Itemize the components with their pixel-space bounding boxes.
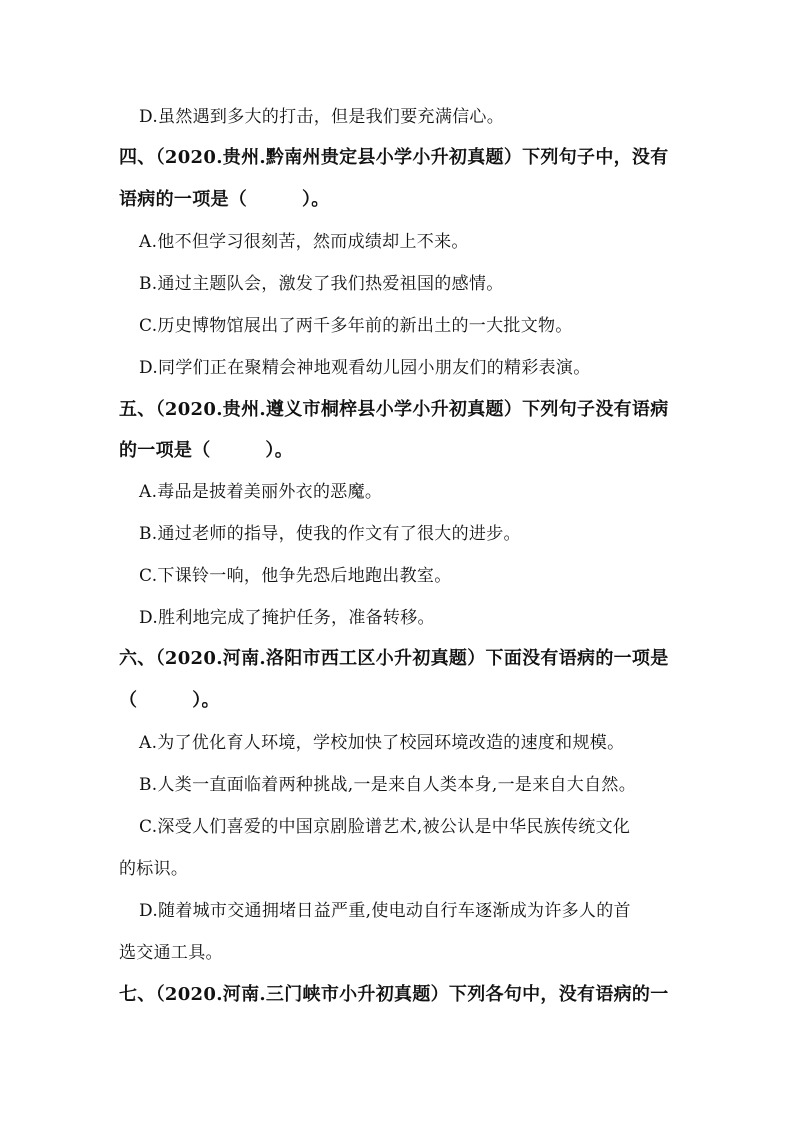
q6-option-a: A.为了优化育人环境，学校加快了校园环境改造的速度和规模。 xyxy=(139,733,625,753)
q6-option-d-line1: D.随着城市交通拥堵日益严重,使电动自行车逐渐成为许多人的首 xyxy=(139,901,631,921)
q4-option-a: A.他不但学习很刻苦，然而成绩却上不来。 xyxy=(139,232,469,252)
q6-option-c-line1: C.深受人们喜爱的中国京剧脸谱艺术,被公认是中华民族传统文化 xyxy=(139,817,631,837)
q4-option-d: D.同学们正在聚精会神地观看幼儿园小朋友们的精彩表演。 xyxy=(139,358,591,378)
q4-stem-line1: 四、（2020.贵州.黔南州贵定县小学小升初真题）下列句子中，没有 xyxy=(119,147,669,168)
q5-stem-line1: 五、（2020.贵州.遵义市桐梓县小学小升初真题）下列句子没有语病 xyxy=(119,399,669,420)
q5-stem-line2: 的一项是（ ）。 xyxy=(119,440,293,461)
q4-option-b: B.通过主题队会，激发了我们热爱祖国的感情。 xyxy=(139,274,504,294)
q7-stem-line1: 七、（2020.河南.三门峡市小升初真题）下列各句中，没有语病的一 xyxy=(119,984,669,1005)
q6-option-c-line2: 的标识。 xyxy=(119,859,189,879)
q3-option-d: D.虽然遇到多大的打击，但是我们要充满信心。 xyxy=(139,107,505,127)
q5-option-d: D.胜利地完成了掩护任务，准备转移。 xyxy=(139,608,435,628)
q5-option-a: A.毒品是披着美丽外衣的恶魔。 xyxy=(139,482,383,502)
q6-option-d-line2: 选交通工具。 xyxy=(119,943,223,963)
q6-stem-line2: （ ）。 xyxy=(119,690,220,711)
q5-option-b: B.通过老师的指导，使我的作文有了很大的进步。 xyxy=(139,524,521,544)
q6-stem-line1: 六、（2020.河南.洛阳市西工区小升初真题）下面没有语病的一项是 xyxy=(119,648,669,669)
q4-stem-line2: 语病的一项是（ ）。 xyxy=(119,189,330,210)
q4-option-c: C.历史博物馆展出了两千多年前的新出土的一大批文物。 xyxy=(139,316,573,336)
q5-option-c: C.下课铃一响，他争先恐后地跑出教室。 xyxy=(139,566,452,586)
q6-option-b: B.人类一直面临着两种挑战,一是来自人类本身,一是来自大自然。 xyxy=(139,775,637,795)
